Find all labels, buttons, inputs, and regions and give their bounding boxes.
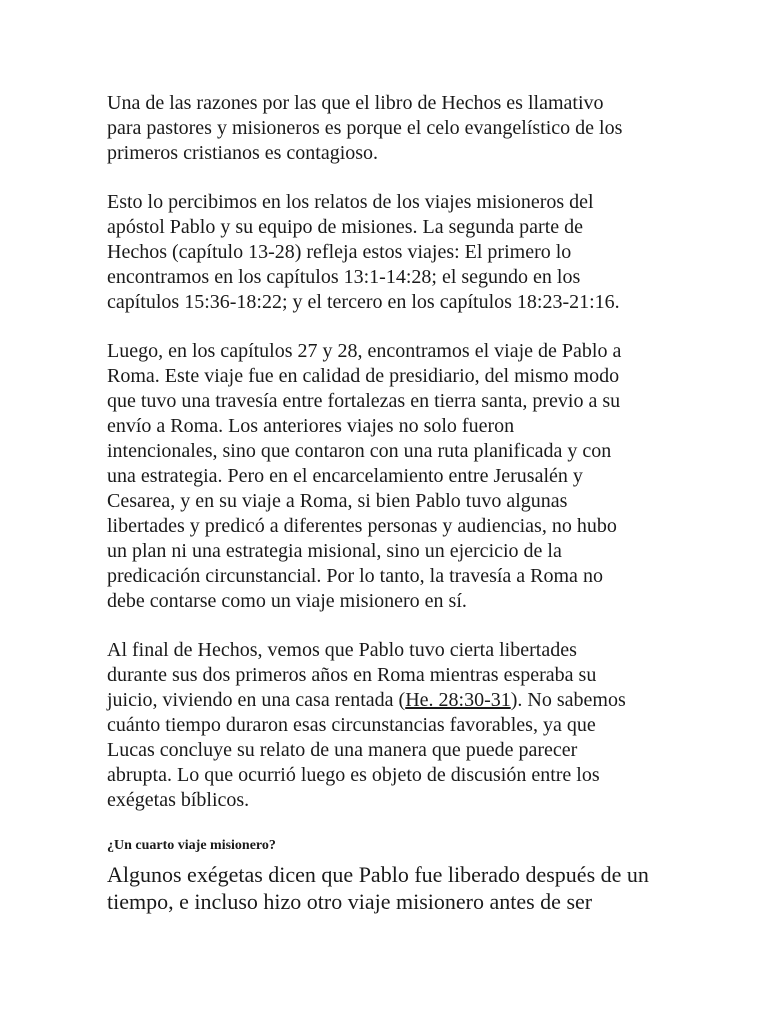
text-line: para pastores y misioneros es porque el celo evangelístico de los — [107, 117, 623, 139]
text-line-with-link — [107, 688, 707, 713]
text-line: Luego, en los capítulos 27 y 28, encontramos el viaje de Pablo a — [107, 340, 622, 362]
text-line: abrupta. Lo que ocurrió luego es objeto de discusión entre los — [107, 764, 600, 786]
text-line: Esto lo percibimos en los relatos de los viajes misioneros del — [107, 191, 594, 213]
text-line: Cesarea, y en su viaje a Roma, si bien Pablo tuvo algunas — [107, 490, 568, 512]
text-line: capítulos 15:36-18:22; y el tercero en los capítulos 18:23-21:16. — [107, 291, 620, 313]
paragraph-missionary-journeys — [107, 190, 707, 315]
text-line: primeros cristianos es contagioso. — [107, 142, 379, 164]
text-line: Al final de Hechos, vemos que Pablo tuvo cierta libertades — [107, 639, 577, 661]
text-line: apóstol Pablo y su equipo de misiones. La segunda parte de — [107, 216, 584, 238]
text-line: exégetas bíblicos. — [107, 789, 250, 811]
text-line: Lucas concluye su relato de una manera que puede parecer — [107, 739, 578, 761]
text-fragment: juicio, viviendo en una casa rentada ( — [107, 689, 406, 711]
text-line: que tuvo una travesía entre fortalezas en tierra santa, previo a su — [107, 390, 621, 412]
text-line: durante sus dos primeros años en Roma mientras esperaba su — [107, 664, 597, 686]
section-heading: ¿Un cuarto viaje misionero? — [107, 838, 276, 853]
paragraph-fourth-journey — [107, 861, 707, 915]
text-line: libertades y predicó a diferentes personas y audiencias, no hubo — [107, 515, 617, 537]
text-line: una estrategia. Pero en el encarcelamiento entre Jerusalén y — [107, 465, 583, 487]
document-page — [107, 91, 707, 915]
paragraph-end-of-acts — [107, 638, 707, 813]
text-line: intencionales, sino que contaron con una ruta planificada y con — [107, 440, 612, 462]
text-line: envío a Roma. Los anteriores viajes no solo fueron — [107, 415, 515, 437]
text-line: cuánto tiempo duraron esas circunstancias favorables, ya que — [107, 714, 596, 736]
text-line: debe contarse como un viaje misionero en sí. — [107, 590, 467, 612]
scripture-reference-link[interactable]: He. 28:30-31 — [405, 689, 511, 711]
text-line: Roma. Este viaje fue en calidad de presidiario, del mismo modo — [107, 365, 620, 387]
paragraph-journey-to-rome — [107, 339, 707, 614]
text-line: encontramos en los capítulos 13:1-14:28; el segundo en los — [107, 266, 581, 288]
text-line: Hechos (capítulo 13-28) refleja estos viajes: El primero lo — [107, 241, 572, 263]
text-line: Algunos exégetas dicen que Pablo fue liberado después de un — [107, 862, 649, 887]
text-line: un plan ni una estrategia misional, sino un ejercicio de la — [107, 540, 562, 562]
text-line: predicación circunstancial. Por lo tanto, la travesía a Roma no — [107, 565, 603, 587]
text-fragment: ). No sabemos — [510, 689, 626, 711]
text-line: Una de las razones por las que el libro de Hechos es llamativo — [107, 92, 604, 114]
text-line: tiempo, e incluso hizo otro viaje misionero antes de ser — [107, 889, 593, 914]
paragraph-intro — [107, 91, 707, 166]
